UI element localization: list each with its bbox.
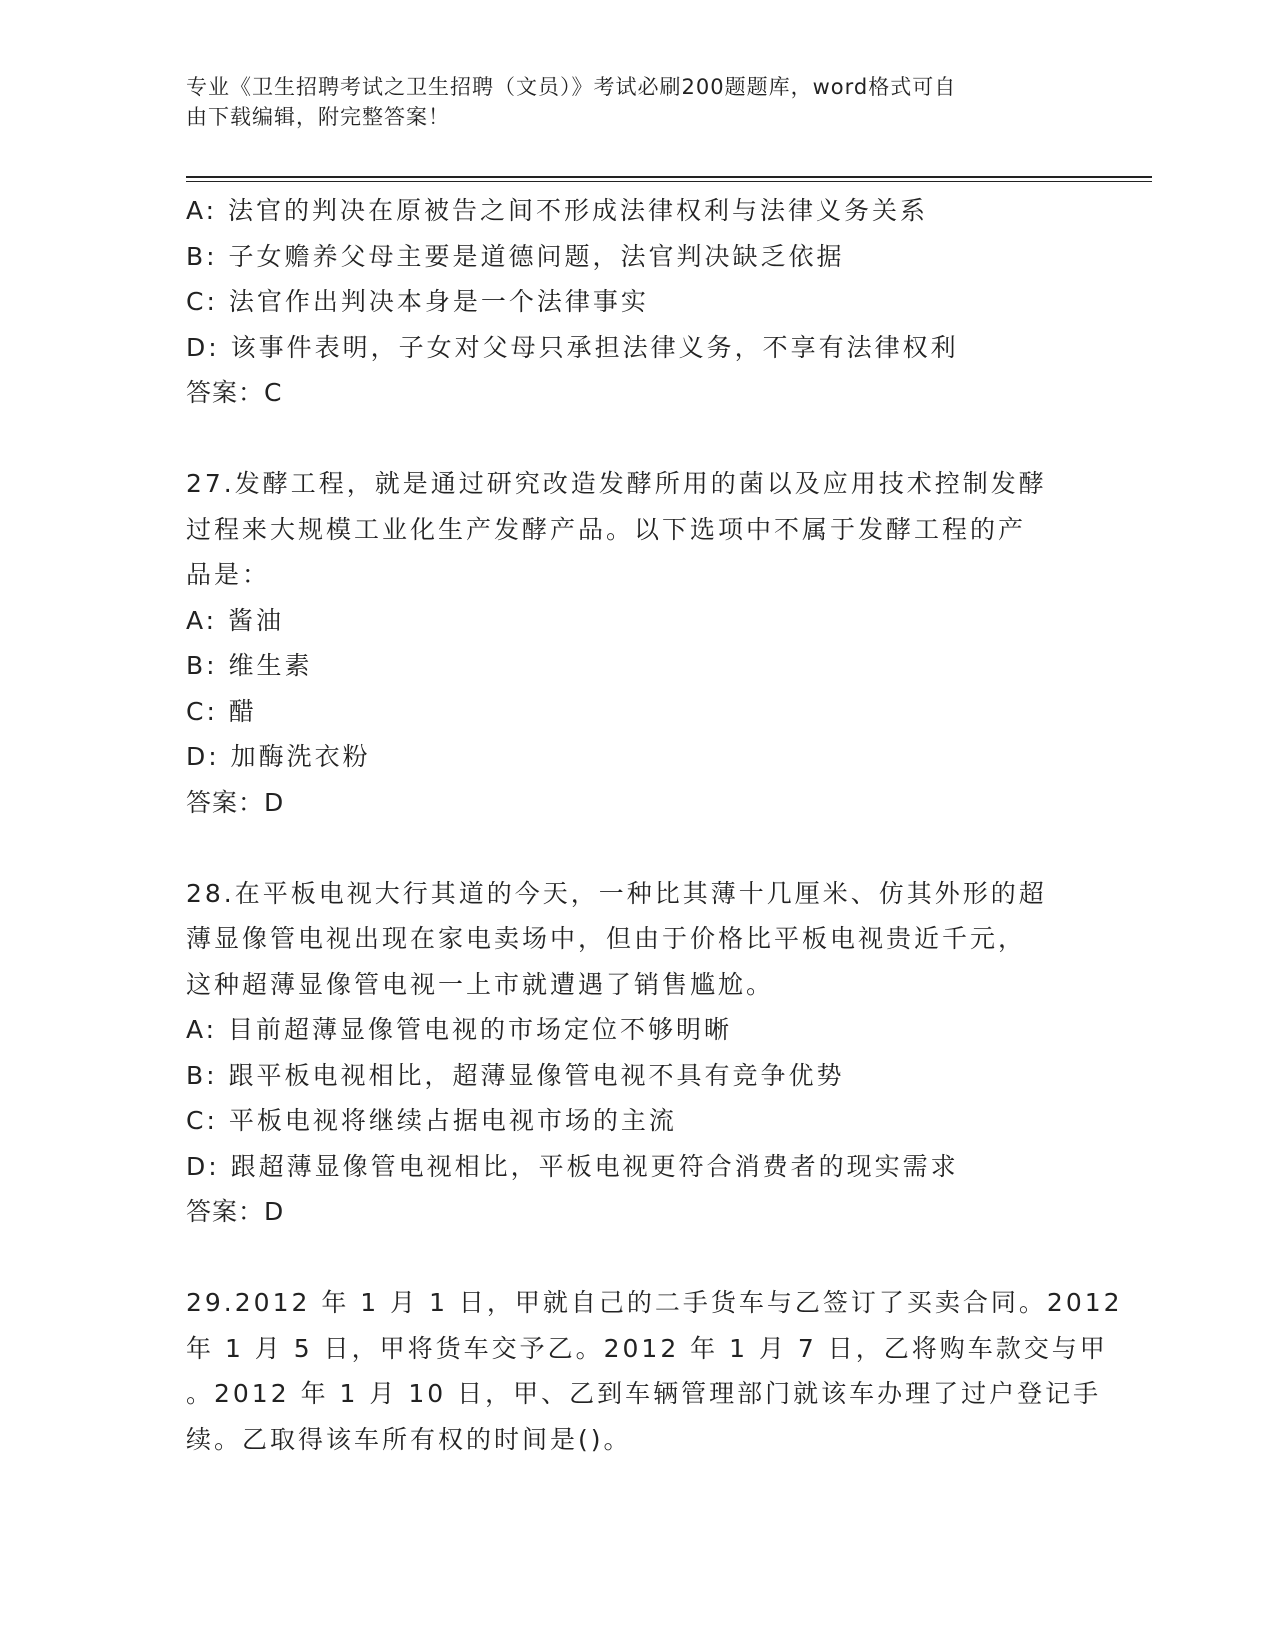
header-divider-thin [186,181,1152,182]
spacer [186,416,1086,462]
header-divider-thick [186,176,1152,178]
option-d: D: 跟超薄显像管电视相比，平板电视更符合消费者的现实需求 [186,1151,959,1181]
option-c: C: 法官作出判决本身是一个法律事实 [186,287,649,316]
page-header [186,72,1066,132]
question-stem-line: 薄显像管电视出现在家电卖场中，但由于价格比平板电视贵近千元， [186,924,1027,953]
question-stem-line: 这种超薄显像管电视一上市就遭遇了销售尴尬。 [186,969,775,999]
document-body [186,188,1123,1462]
spacer [186,825,1086,871]
answer: 答案：C [186,378,283,407]
question-stem-line: 品是： [186,560,271,589]
question-stem-line: 27.发酵工程，就是通过研究改造发酵所用的菌以及应用技术控制发酵 [186,469,1047,498]
option-d: D: 加酶洗衣粉 [186,742,371,771]
question-stem-line: 续。乙取得该车所有权的时间是()。 [186,1424,632,1454]
option-c: C: 醋 [186,696,257,726]
option-a: A: 酱油 [186,605,285,635]
option-b: B: 子女赡养父母主要是道德问题，法官判决缺乏依据 [186,241,845,271]
answer: 答案：D [186,1197,285,1226]
question-stem-line: 29.2012 年 1 月 1 日，甲就自己的二手货车与乙签订了买卖合同。2012 [186,1288,1123,1317]
header-line-1: 专业《卫生招聘考试之卫生招聘（文员）》考试必刷200题题库，word格式可自 [186,75,957,99]
option-d: D: 该事件表明，子女对父母只承担法律义务，不享有法律权利 [186,332,959,362]
option-a: A: 法官的判决在原被告之间不形成法律权利与法律义务关系 [186,196,929,225]
question-stem-line: 28.在平板电视大行其道的今天，一种比其薄十几厘米、仿其外形的超 [186,878,1047,908]
answer: 答案：D [186,787,285,817]
spacer [186,1235,1086,1281]
question-27 [186,461,1086,825]
header-line-2: 由下载编辑，附完整答案！ [186,105,450,129]
question-stem-line: 。2012 年 1 月 10 日，甲、乙到车辆管理部门就该车办理了过户登记手 [186,1379,1102,1408]
option-c: C: 平板电视将继续占据电视市场的主流 [186,1106,677,1135]
option-b: B: 跟平板电视相比，超薄显像管电视不具有竞争优势 [186,1060,845,1090]
option-b: B: 维生素 [186,651,313,680]
question-stem-line: 过程来大规模工业化生产发酵产品。以下选项中不属于发酵工程的产 [186,514,1027,544]
question-stem-line: 年 1 月 5 日，甲将货车交予乙。2012 年 1 月 7 日，乙将购车款交与甲 [186,1333,1108,1363]
option-a: A: 目前超薄显像管电视的市场定位不够明晰 [186,1015,733,1044]
question-29 [186,1280,1123,1462]
question-28 [186,871,1086,1235]
question-26 [186,188,1086,416]
